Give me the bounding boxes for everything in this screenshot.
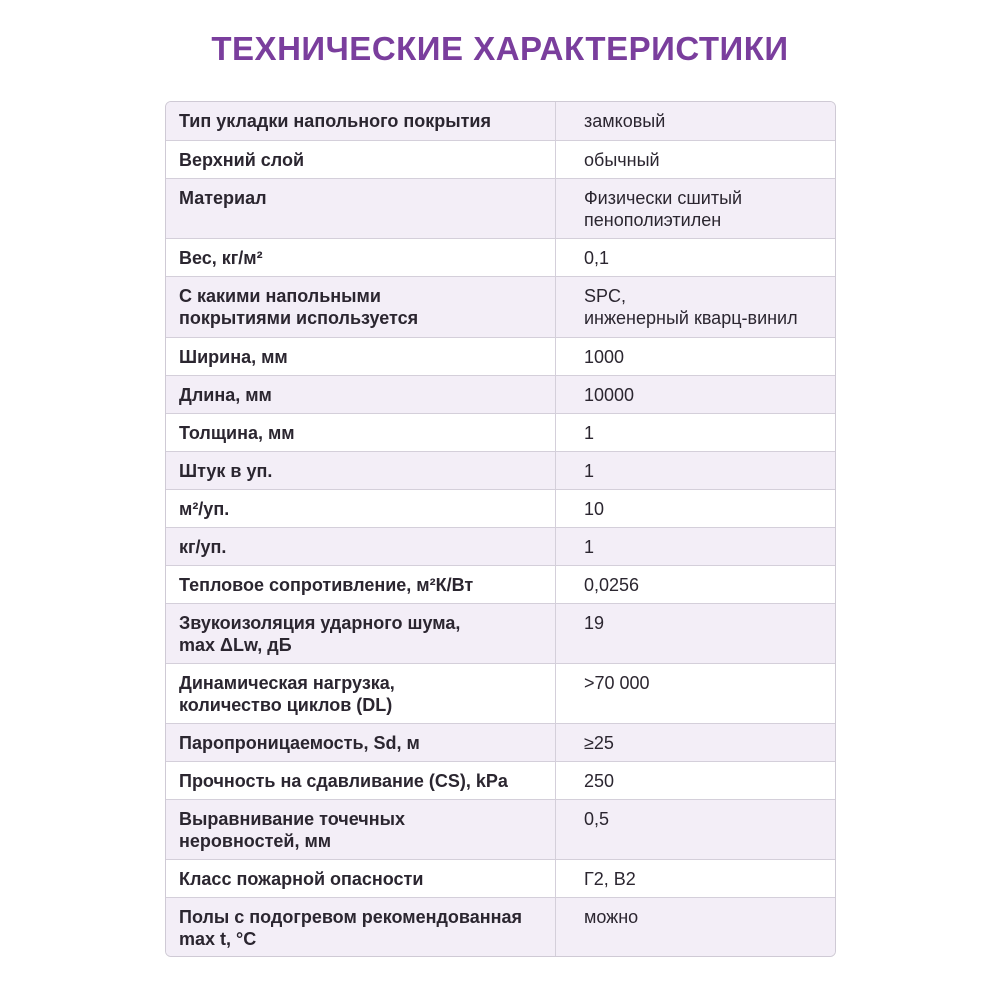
spec-value-cell: >70 000 bbox=[584, 673, 650, 693]
spec-value-cell: ≥25 bbox=[584, 733, 614, 753]
spec-value-cell: 1 bbox=[584, 423, 595, 443]
table-row bbox=[166, 489, 835, 527]
spec-value-cell: 250 bbox=[584, 771, 615, 791]
spec-value-cell: 10000 bbox=[584, 385, 635, 405]
spec-name-cell: Звукоизоляция ударного шума, max ΔLw, дБ bbox=[166, 604, 556, 663]
table-row bbox=[166, 799, 835, 859]
table-row bbox=[166, 723, 835, 761]
spec-value-cell: обычный bbox=[584, 150, 660, 170]
spec-name-cell: Ширина, мм bbox=[166, 338, 556, 375]
table-row bbox=[166, 238, 835, 276]
spec-name-cell: Верхний слой bbox=[166, 141, 556, 178]
table-row bbox=[166, 276, 835, 337]
table-row bbox=[166, 565, 835, 603]
spec-value-cell: 1 bbox=[584, 461, 595, 481]
table-row bbox=[166, 761, 835, 799]
spec-value-cell: 1 bbox=[584, 537, 595, 557]
spec-value-cell: замковый bbox=[584, 111, 666, 131]
table-row bbox=[166, 527, 835, 565]
spec-value-cell: Г2, В2 bbox=[584, 869, 636, 889]
spec-name-cell: Толщина, мм bbox=[166, 414, 556, 451]
table-row bbox=[166, 140, 835, 178]
table-row bbox=[166, 375, 835, 413]
spec-name-cell: Динамическая нагрузка, количество циклов (DL) bbox=[166, 664, 556, 723]
spec-name-cell: м²/уп. bbox=[166, 490, 556, 527]
spec-name-cell: кг/уп. bbox=[166, 528, 556, 565]
spec-value-cell: можно bbox=[584, 907, 639, 927]
spec-name-cell: Тепловое сопротивление, м²К/Вт bbox=[166, 566, 556, 603]
spec-name-cell: Полы с подогревом рекомендованная max t, °С bbox=[166, 898, 556, 956]
table-row bbox=[166, 337, 835, 375]
table-row bbox=[166, 897, 835, 956]
spec-name-cell: Выравнивание точечных неровностей, мм bbox=[166, 800, 556, 859]
spec-name-cell: Штук в уп. bbox=[166, 452, 556, 489]
spec-name-cell: С какими напольными покрытиями используется bbox=[166, 277, 556, 337]
spec-value-cell: Физически сшитый пенополиэтилен bbox=[584, 188, 743, 230]
page-title: ТЕХНИЧЕСКИЕ ХАРАКТЕРИСТИКИ bbox=[211, 30, 789, 67]
spec-name-cell: Класс пожарной опасности bbox=[166, 860, 556, 897]
table-row bbox=[166, 413, 835, 451]
spec-value-cell: 10 bbox=[584, 499, 605, 519]
spec-name-cell: Паропроницаемость, Sd, м bbox=[166, 724, 556, 761]
table-row bbox=[166, 102, 835, 140]
table-row bbox=[166, 451, 835, 489]
spec-value-cell: 0,0256 bbox=[584, 575, 640, 595]
spec-name-cell: Вес, кг/м² bbox=[166, 239, 556, 276]
spec-value-cell: 19 bbox=[584, 613, 605, 633]
table-row bbox=[166, 178, 835, 238]
table-row bbox=[166, 603, 835, 663]
spec-value-cell: 0,5 bbox=[584, 809, 610, 829]
spec-name-cell: Материал bbox=[166, 179, 556, 238]
table-row bbox=[166, 663, 835, 723]
spec-value-cell: SPC, инженерный кварц-винил bbox=[584, 286, 798, 328]
spec-value-cell: 1000 bbox=[584, 347, 625, 367]
spec-value-cell: 0,1 bbox=[584, 248, 610, 268]
spec-name-cell: Длина, мм bbox=[166, 376, 556, 413]
spec-name-cell: Прочность на сдавливание (CS), kPa bbox=[166, 762, 556, 799]
table-row bbox=[166, 859, 835, 897]
specifications-table bbox=[165, 101, 836, 957]
spec-name-cell: Тип укладки напольного покрытия bbox=[166, 102, 556, 140]
